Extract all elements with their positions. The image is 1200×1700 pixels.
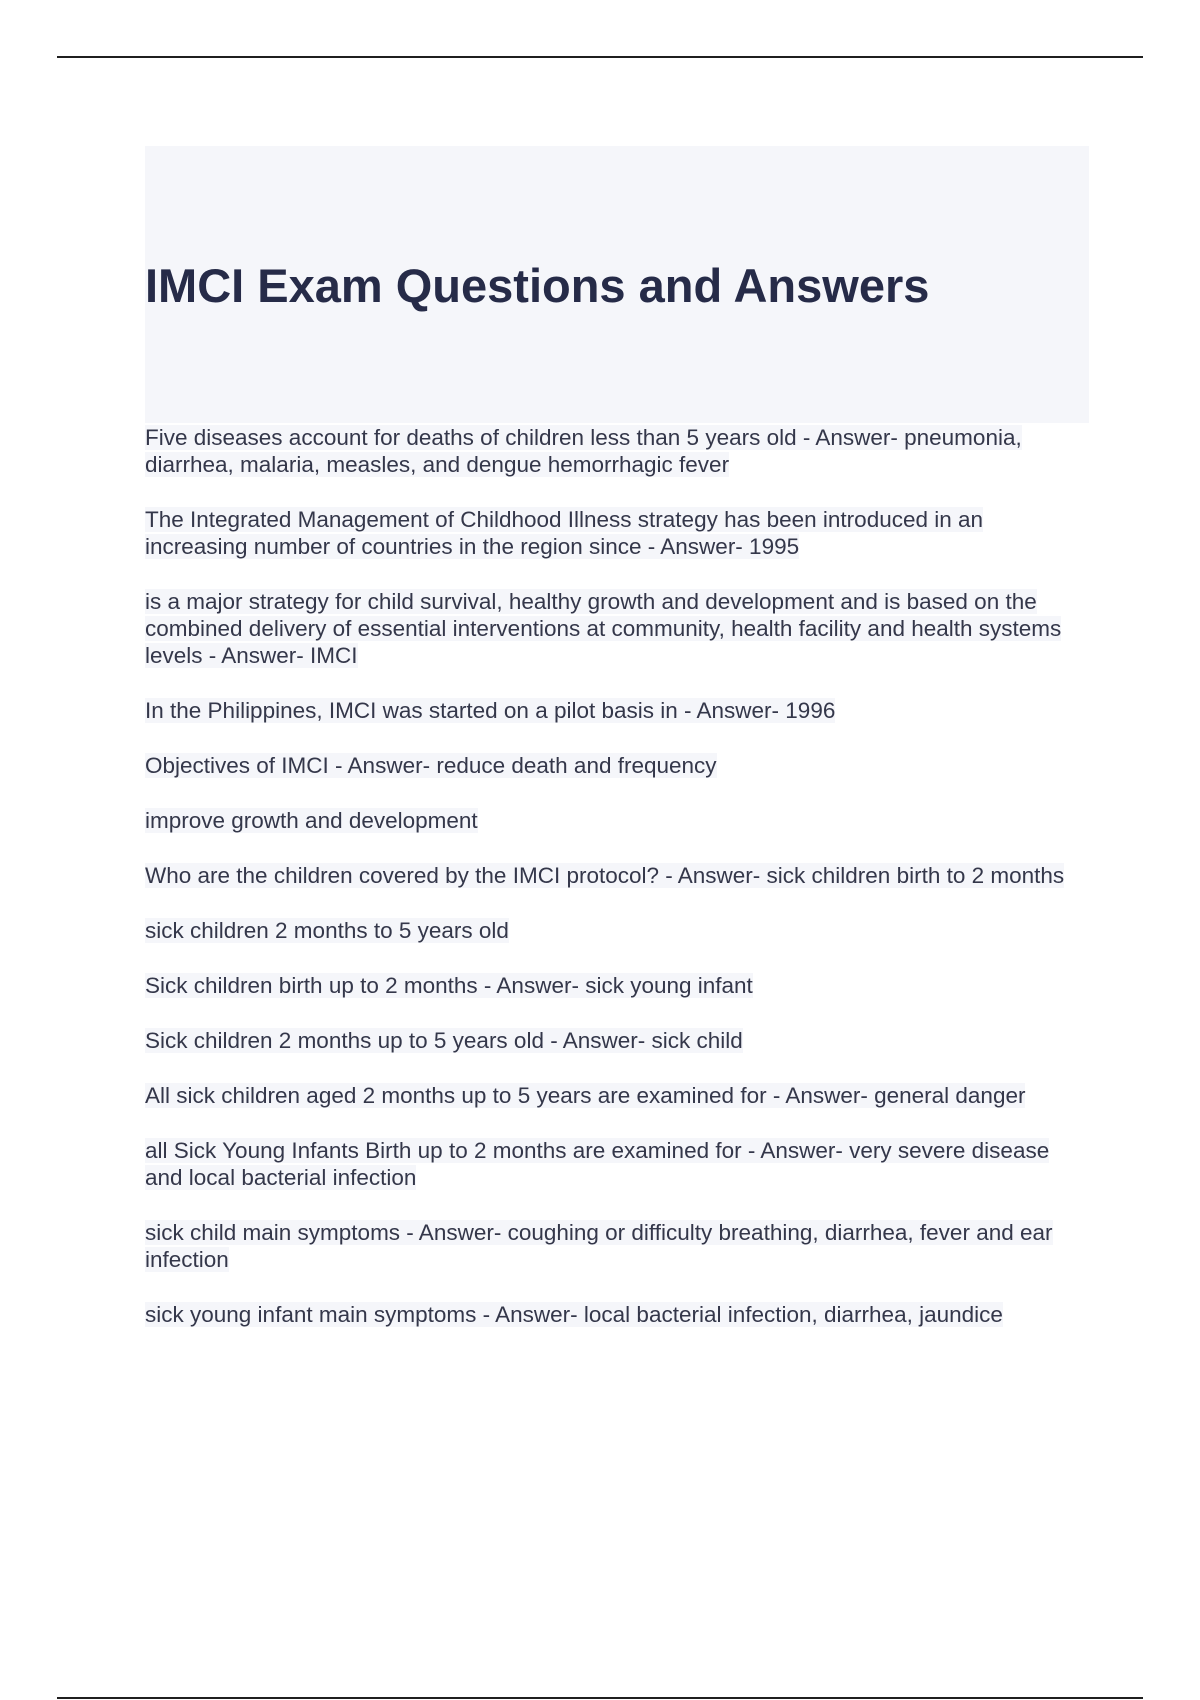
qa-item	[145, 1301, 1089, 1328]
qa-item	[145, 1219, 1089, 1273]
qa-text: Sick children 2 months up to 5 years old - Answer- sick child	[145, 1028, 743, 1053]
qa-text: The Integrated Management of Childhood Illness strategy has been introduced in an increasing number of countries in the region since - Answer- 1995	[145, 507, 984, 559]
qa-item	[145, 862, 1089, 889]
qa-text: Who are the children covered by the IMCI protocol? - Answer- sick children birth to 2 months	[145, 863, 1065, 888]
qa-item	[145, 972, 1089, 999]
qa-item	[145, 1027, 1089, 1054]
qa-item	[145, 1137, 1089, 1191]
qa-item	[145, 1082, 1089, 1109]
title-block	[145, 146, 1089, 423]
qa-item	[145, 506, 1089, 560]
qa-text: sick children 2 months to 5 years old	[145, 918, 509, 943]
qa-item	[145, 752, 1089, 779]
qa-item	[145, 424, 1089, 478]
qa-text: Objectives of IMCI - Answer- reduce death and frequency	[145, 753, 717, 778]
qa-text: Sick children birth up to 2 months - Answer- sick young infant	[145, 973, 753, 998]
qa-text: all Sick Young Infants Birth up to 2 months are examined for - Answer- very severe disease and local bacterial infection	[145, 1138, 1050, 1190]
qa-text: Five diseases account for deaths of children less than 5 years old - Answer- pneumonia, diarrhea, malaria, measles, and dengue hemorrhagic fever	[145, 425, 1022, 477]
qa-text: sick young infant main symptoms - Answer- local bacterial infection, diarrhea, jaundice	[145, 1302, 1003, 1327]
top-rule	[57, 56, 1143, 58]
qa-text: sick child main symptoms - Answer- coughing or difficulty breathing, diarrhea, fever and ear infection	[145, 1220, 1053, 1272]
qa-text: improve growth and development	[145, 808, 478, 833]
qa-text: In the Philippines, IMCI was started on a pilot basis in - Answer- 1996	[145, 698, 836, 723]
qa-item	[145, 697, 1089, 724]
qa-list	[145, 424, 1089, 1356]
qa-text: All sick children aged 2 months up to 5 years are examined for - Answer- general danger	[145, 1083, 1026, 1108]
page-title: IMCI Exam Questions and Answers	[145, 259, 930, 312]
qa-text: is a major strategy for child survival, healthy growth and development and is based on the combined delivery of essential interventions at community, health facility and health systems levels - Answer- IMCI	[145, 589, 1062, 668]
bottom-rule	[57, 1697, 1143, 1699]
qa-item	[145, 807, 1089, 834]
qa-item	[145, 588, 1089, 669]
qa-item	[145, 917, 1089, 944]
